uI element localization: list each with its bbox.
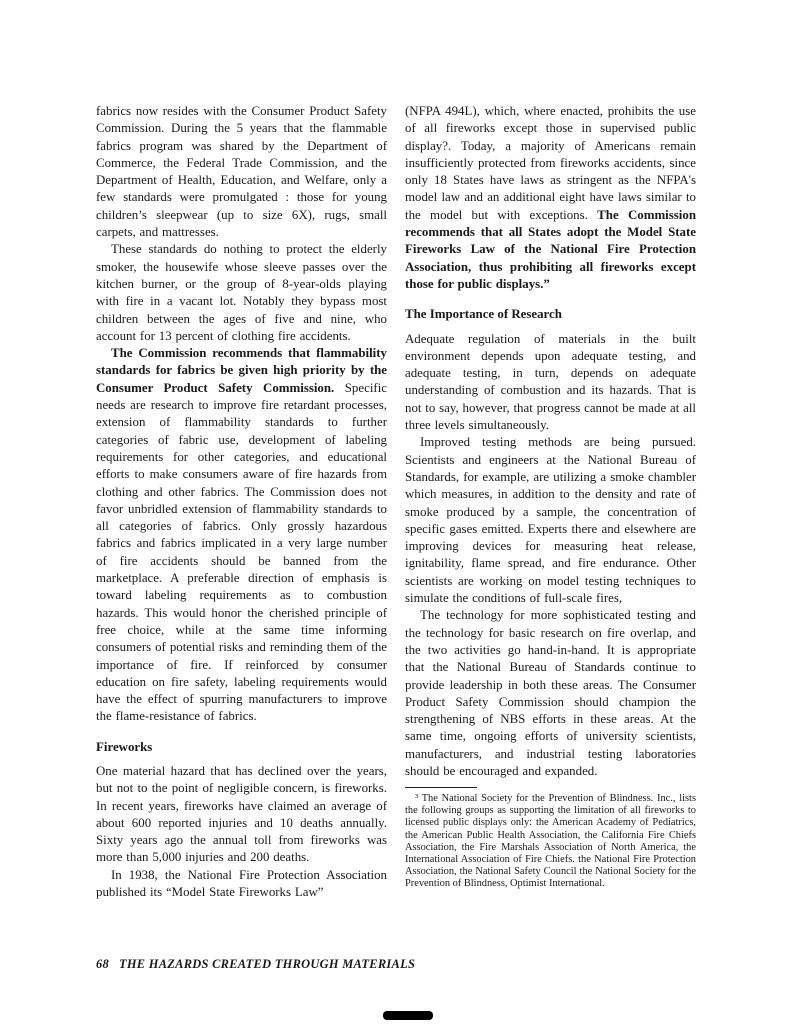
text-segment: (NFPA 494L), which, where enacted, prohibits the use of all fireworks except those in supervised public display?. Today, a majority of Americans remain insufficiently protected from fireworks accidents, since only 18 States have laws as stringent as the NFPA's model law and an additional eight have laws similar to the model but with exceptions. [405, 104, 696, 222]
paragraph [96, 345, 387, 726]
section-heading: Fireworks [96, 739, 153, 754]
paragraph [405, 434, 696, 607]
footnote-rule [405, 787, 477, 788]
paragraph [96, 241, 387, 345]
page-footer [96, 957, 415, 972]
text-segment: fabrics now resides with the Consumer Product Safety Commission. During the 5 years that the flammable fabrics program was shared by the Department of Commerce, the Federal Trade Commission, and the Department of Health, Education, and Welfare, only a few standards were promulgated : those for young children’s sleepwear (up to size 6X), rugs, small carpets, and mattresses. [96, 104, 387, 240]
text-segment: These standards do nothing to protect the elderly smoker, the housewife whose sleeve passes over the kitchen burner, or the group of 8-year-olds playing with fire in a vacant lot. Notably they bypass most children between the ages of five and nine, who account for 13 percent of clothing fire accidents. [96, 242, 387, 343]
scan-artifact-mark [383, 1011, 433, 1020]
paragraph [96, 763, 387, 867]
bold-text-segment: The Commission recommends that flammability standards for fabrics be given high priority by the Consumer Product Safety Commission. [96, 346, 387, 395]
paragraph [405, 607, 696, 780]
text-segment: Improved testing methods are being pursued. Scientists and engineers at the National Bureau of Standards, for example, are utilizing a smoke chambler which measures, in addition to the density and rate of smoke produced by a sample, the concentration of specific gases emitted. Experts there and elsewhere are improving devices for measuring heat release, ignitability, flame spread, and fire endurance. Other scientists are working on model testing techniques to simulate the conditions of full-scale fires, [405, 435, 696, 606]
document-page [96, 103, 696, 901]
paragraph [96, 867, 387, 902]
bold-text-segment: The Commission recommends that all States adopt the Model State Fireworks Law of the National Fire Protection Association, thus prohibiting all fireworks except those for public displays.” [405, 207, 696, 291]
right-column [405, 103, 696, 901]
paragraph [405, 103, 696, 293]
text-segment: Adequate regulation of materials in the built environment depends upon adequate testing, and adequate testing, in turn, depends on adequate understanding of combustion and its hazards. That is not to say, however, that progress cannot be made at all three levels simultaneously. [405, 331, 697, 433]
text-segment: In 1938, the National Fire Protection Association published its “Model State Fireworks Law” [96, 867, 387, 900]
text-segment: ³ The National Society for the Prevention of Blindness. Inc., lists the following groups as supporting the limitation of all fireworks to licensed public displays only: the American Academy of Pediatrics, the American Public Health Association, the California Fire Chiefs Association, the Fire Marshals Association of North America, the International Association of Fire Chiefs. the National Fire Protection Association, the National Safety Council the National Society for the Prevention of Blindness, Optimist International. [405, 793, 696, 889]
page-number: 68 [96, 957, 109, 971]
paragraph [405, 331, 696, 435]
footnote-text [405, 793, 696, 890]
section-heading: The Importance of Research [405, 307, 562, 322]
text-segment: Specific needs are research to improve fire retardant processes, extension of flammability standards to further categories of fabric use, development of labeling requirements for other categories, and educational efforts to make consumers aware of fire hazards from clothing and other fabrics. The Commission does not favor unbridled extension of flammability standards to all categories of fabrics. Only grossly hazardous fabrics and fabrics implicated in a very large number of fire accidents should be banned from the marketplace. A preferable direction of emphasis is toward labeling requirements as to combustion hazards. This would honor the cherished principle of free choice, while at the same time informing consumers of potential risks and reminding them of the importance of fire. If reinforced by consumer education on fire safety, labeling requirements would have the effect of spurring manufacturers to improve the flame-resistance of fabrics. [96, 380, 387, 724]
paragraph [96, 103, 387, 241]
left-column [96, 103, 387, 901]
text-segment: The technology for more sophisticated testing and the technology for basic research on fire overlap, and the two activities go hand-in-hand. It is appropriate that the National Bureau of Standards continue to provide leadership in both these areas. The Consumer Product Safety Commission should champion the strengthening of NBS efforts in these areas. At the same time, ongoing efforts of university scientists, manufacturers, and industrial testing laboratories should be encouraged and expanded. [405, 608, 696, 778]
running-title: THE HAZARDS CREATED THROUGH MATERIALS [119, 957, 416, 971]
text-segment: One material hazard that has declined over the years, but not to the point of negligible concern, is fireworks. In recent years, fireworks have claimed an average of about 600 reported injuries and 10 deaths annually. Sixty years ago the annual toll from fireworks was more than 5,000 injuries and 200 deaths. [96, 763, 387, 865]
two-column-text-area [96, 103, 696, 901]
